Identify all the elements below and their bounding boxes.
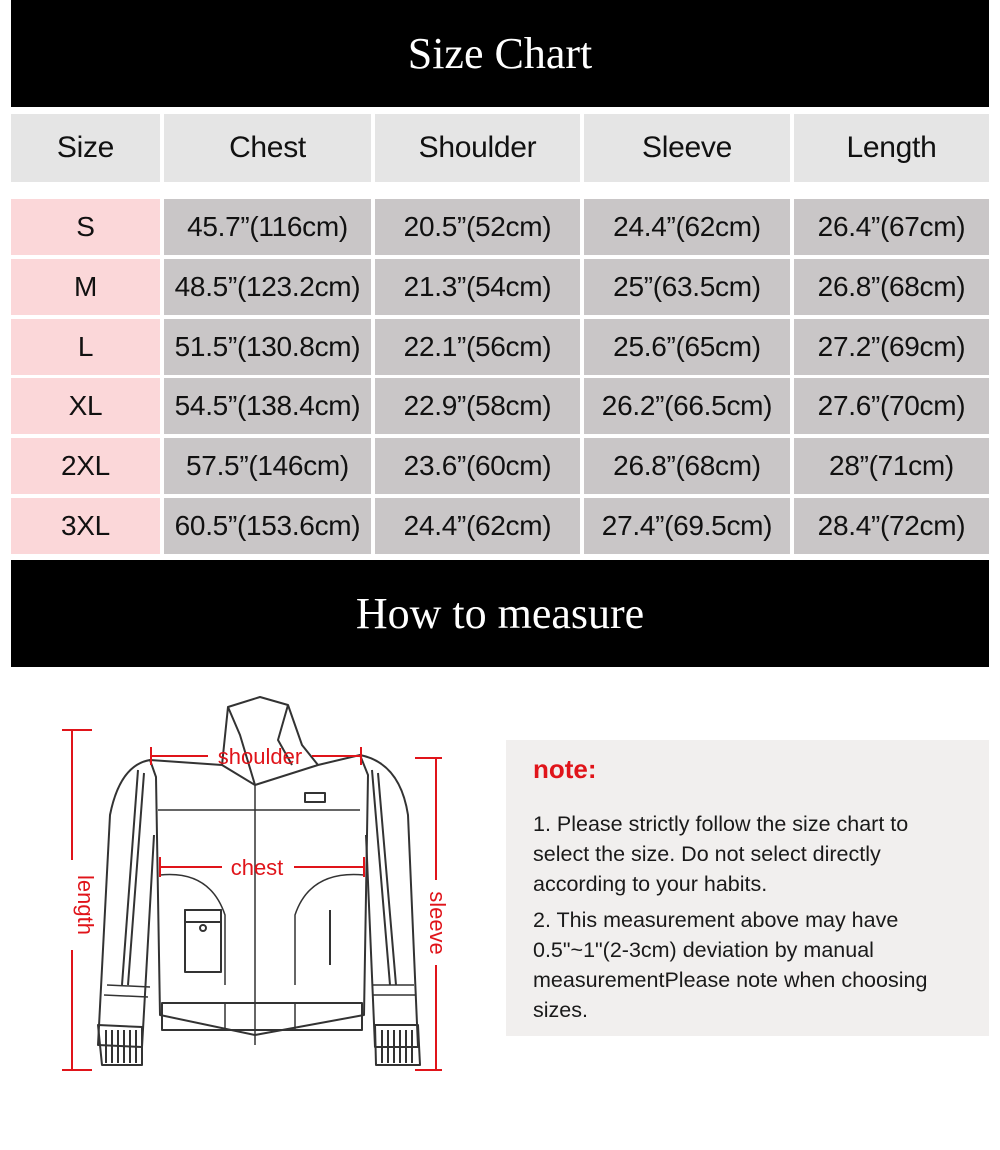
note-title: note: <box>533 754 597 784</box>
cell-chest: 54.5”(138.4cm) <box>164 378 371 434</box>
cell-sleeve: 27.4”(69.5cm) <box>584 498 790 554</box>
cell-shoulder: 20.5”(52cm) <box>375 199 580 255</box>
size-label-cell: M <box>11 259 160 315</box>
chest-label: chest <box>230 855 284 880</box>
cell-shoulder: 24.4”(62cm) <box>375 498 580 554</box>
header-shoulder: Shoulder <box>375 114 580 182</box>
size-label-cell: 2XL <box>11 438 160 494</box>
cell-sleeve: 25”(63.5cm) <box>584 259 790 315</box>
cell-chest: 57.5”(146cm) <box>164 438 371 494</box>
how-to-measure-banner <box>11 560 989 667</box>
cell-sleeve: 24.4”(62cm) <box>584 199 790 255</box>
header-length: Length <box>794 114 989 182</box>
jacket-illustration <box>50 685 470 1085</box>
cell-shoulder: 23.6”(60cm) <box>375 438 580 494</box>
cell-length: 28”(71cm) <box>794 438 989 494</box>
header-sleeve: Sleeve <box>584 114 790 182</box>
size-label-cell: S <box>11 199 160 255</box>
cell-chest: 51.5”(130.8cm) <box>164 319 371 375</box>
cell-shoulder: 22.1”(56cm) <box>375 319 580 375</box>
header-chest: Chest <box>164 114 371 182</box>
size-chart-banner <box>11 0 989 107</box>
length-label: length <box>73 875 98 935</box>
header-size: Size <box>11 114 160 182</box>
cell-sleeve: 26.2”(66.5cm) <box>584 378 790 434</box>
size-chart-title: Size Chart <box>407 29 593 78</box>
cell-length: 26.4”(67cm) <box>794 199 989 255</box>
size-label-cell: 3XL <box>11 498 160 554</box>
note-item: 1. Please strictly follow the size chart to select the size. Do not select directly according to your habits. <box>533 812 909 896</box>
note-box <box>506 740 989 1036</box>
cell-length: 28.4”(72cm) <box>794 498 989 554</box>
cell-shoulder: 22.9”(58cm) <box>375 378 580 434</box>
size-label-cell: L <box>11 319 160 375</box>
cell-chest: 45.7”(116cm) <box>164 199 371 255</box>
size-chart-table <box>11 114 989 556</box>
shoulder-label: shoulder <box>217 744 303 769</box>
cell-length: 27.2”(69cm) <box>794 319 989 375</box>
note-item: 2. This measurement above may have 0.5"~1"(2-3cm) deviation by manual measurementPlease note when choosing sizes. <box>533 908 928 1022</box>
sleeve-label: sleeve <box>425 891 450 955</box>
cell-sleeve: 25.6”(65cm) <box>584 319 790 375</box>
cell-shoulder: 21.3”(54cm) <box>375 259 580 315</box>
cell-sleeve: 26.8”(68cm) <box>584 438 790 494</box>
how-to-measure-title: How to measure <box>355 589 645 638</box>
cell-length: 27.6”(70cm) <box>794 378 989 434</box>
cell-length: 26.8”(68cm) <box>794 259 989 315</box>
cell-chest: 60.5”(153.6cm) <box>164 498 371 554</box>
jacket-measurement-diagram <box>50 685 470 1085</box>
size-label-cell: XL <box>11 378 160 434</box>
cell-chest: 48.5”(123.2cm) <box>164 259 371 315</box>
